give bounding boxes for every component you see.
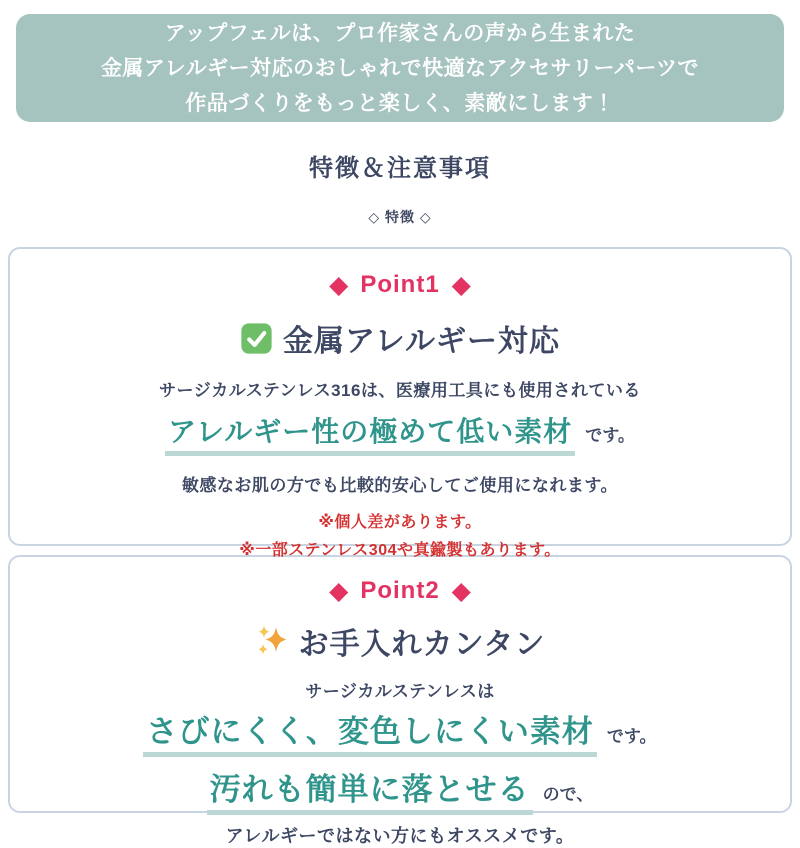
check-box-icon — [240, 322, 273, 355]
diamond-icon: ◆ — [451, 576, 471, 605]
sparkles-icon — [255, 624, 289, 658]
point1-card — [8, 247, 792, 559]
point1-note-2: ※一部ステンレス304や真鍮製もあります。 — [239, 542, 561, 559]
diamond-icon: ◆ — [329, 270, 349, 299]
point2-label-row — [10, 577, 790, 605]
banner-line-1: アップフェルは、プロ作家さんの声から生まれた — [164, 21, 636, 45]
point1-highlight-row — [10, 410, 790, 456]
section-subtitle: ◇ 特徴 ◇ — [368, 209, 432, 225]
point1-body-2: 敏感なお肌の方でも比較的安心してご使用になれます。 — [181, 476, 619, 495]
section-title: 特徴＆注意事項 — [309, 155, 491, 182]
point2-label: Point2 — [360, 577, 440, 604]
diamond-icon: ◆ — [451, 270, 471, 299]
point2-body-2: アレルギーではない方にもオススメです。 — [225, 826, 575, 846]
point1-heading-text: 金属アレルギー対応 — [282, 325, 561, 358]
point1-heading — [10, 316, 790, 360]
point2-card — [8, 555, 792, 846]
point2-highlight-text-2: 汚れも簡単に落とせる — [207, 764, 533, 815]
point2-body-1: サージカルステンレスは — [305, 682, 495, 701]
point2-heading — [10, 619, 790, 663]
point2-highlight-suffix-1: です。 — [606, 727, 657, 746]
point2-highlight-suffix-2: ので、 — [542, 785, 594, 804]
point2-highlight-row-2 — [10, 764, 790, 815]
point1-label-row — [10, 271, 790, 299]
point1-note-1: ※個人差があります。 — [318, 514, 482, 531]
point1-label: Point1 — [360, 271, 440, 298]
point2-highlight-text-1: さびにくく、変色しにくい素材 — [143, 706, 596, 757]
diamond-icon: ◆ — [329, 576, 349, 605]
point1-highlight-text: アレルギー性の極めて低い素材 — [165, 410, 575, 456]
point1-highlight-suffix: です。 — [585, 426, 635, 445]
banner-line-2: 金属アレルギー対応のおしゃれで快適なアクセサリーパーツで — [100, 56, 700, 80]
point1-body-1: サージカルステンレス316は、医療用工具にも使用されている — [159, 381, 641, 400]
point2-highlight-row-1 — [10, 706, 790, 757]
point2-heading-text: お手入れカンタン — [298, 628, 546, 661]
intro-banner — [16, 14, 784, 122]
banner-line-3: 作品づくりをもっと楽しく、素敵にします！ — [185, 91, 615, 115]
